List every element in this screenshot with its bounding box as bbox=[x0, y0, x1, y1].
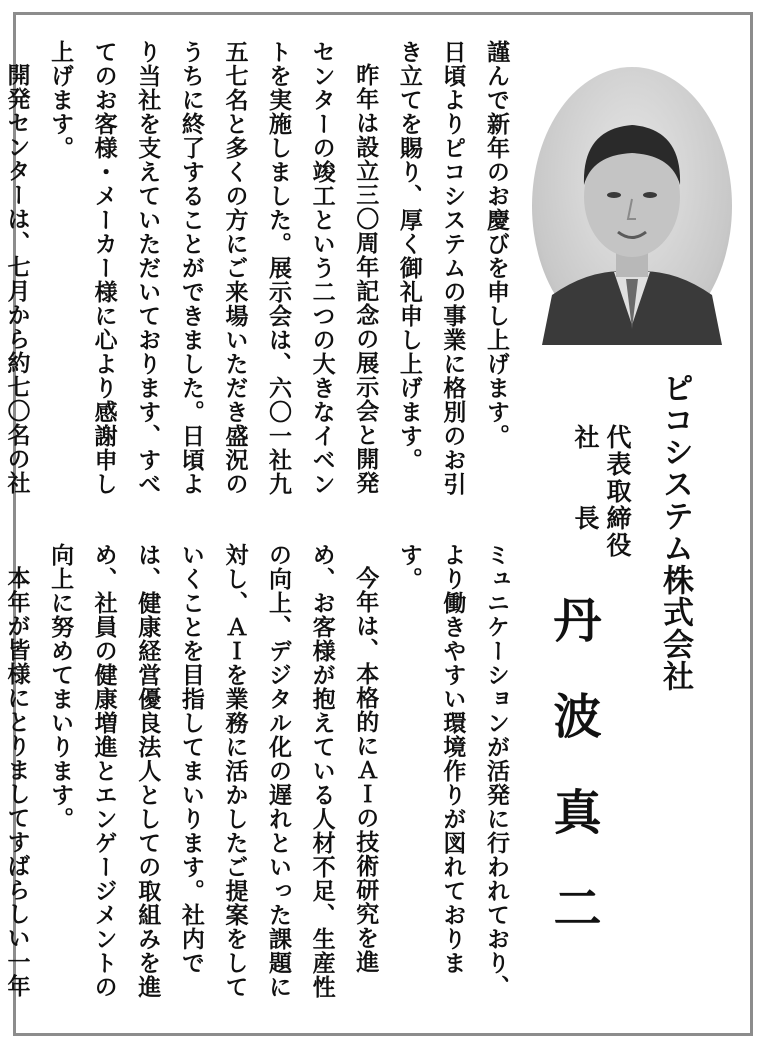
paragraph-closing: 本年が皆様にとりましてすばらしい一年 bbox=[3, 566, 31, 998]
signer-title-line1: 代表取締役 bbox=[603, 424, 632, 559]
company-name: ピコシステム株式会社 bbox=[657, 372, 693, 692]
portrait-photo bbox=[532, 67, 732, 345]
paragraph-this-year: 今年は、本格的にＡＩの技術研究を進め、お客様が抱えている人材不足、生産性の向上、デジタル化の遅れといった課題に対し、ＡＩを業務に活かしたご提案をしていくことを目指してまいります。社内では、健康経営優良法人としての取組みを進め、社員の健康増進とエンゲージメントの向上に努めてまいります。 bbox=[47, 543, 380, 999]
body-text-upper bbox=[3, 40, 518, 510]
paragraph-last-year: 昨年は設立三〇周年記念の展示会と開発センターの竣工という二つの大きなイベントを実施しました。展示会は、六〇一社九五七名と多くの方にご来場いただき盛況のうちに終了することができました。日頃より当社を支えていただいております、すべてのお客様・メーカー様に心より感謝申し上げます。 bbox=[47, 40, 380, 496]
portrait-illustration bbox=[532, 67, 732, 345]
signer-name: 丹波真二 bbox=[545, 595, 601, 979]
body-text-lower bbox=[3, 543, 518, 1013]
paragraph-dev-center: 開発センターは、七月から約七〇名の社 bbox=[3, 63, 31, 495]
paragraph-greeting: 謹んで新年のお慶びを申し上げます。 bbox=[483, 40, 510, 448]
signer-title-line2: 社 長 bbox=[571, 424, 600, 532]
paragraph-thanks: 日頃よりピコシステムの事業に格別のお引き立てを賜り、厚く御礼申し上げます。 bbox=[395, 40, 467, 496]
paragraph-dev-center-cont: ミュニケーションが活発に行われており、より働きやすい環境作りが図れております。 bbox=[395, 543, 510, 999]
